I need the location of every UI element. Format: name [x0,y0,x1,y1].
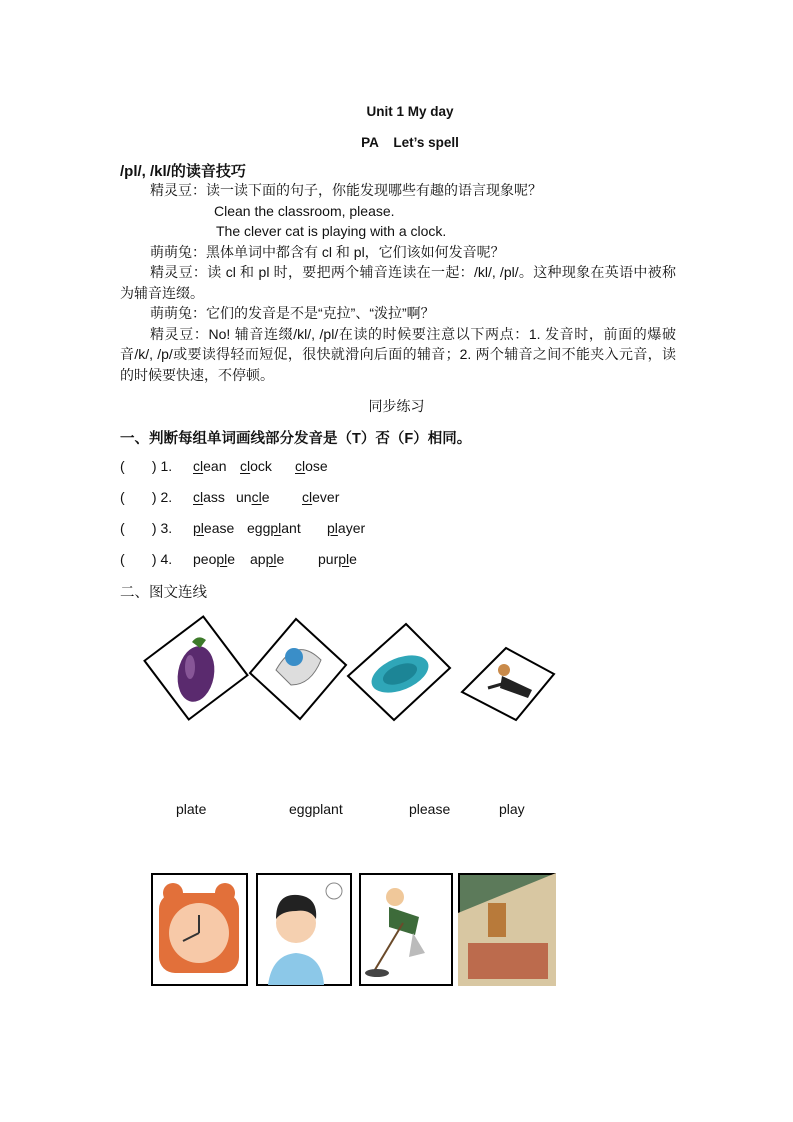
word-part: e [261,489,270,505]
word-part: ap [250,551,266,567]
dialogue-line: 萌萌兔：它们的发音是不是“克拉”、“泼拉”啊？ [150,305,435,321]
example-sentence: Clean the classroom, please. [214,202,395,219]
word-part: ean [203,458,227,474]
exercise-item-label[interactable]: ( ) 1. [120,458,173,474]
word-part: ayer [337,520,366,536]
underlined-letters: pl [193,520,204,536]
underlined-letters: cl [240,458,251,474]
underlined-letters: cl [302,489,313,505]
alarm-clock-picture [151,873,248,986]
underlined-letters: pl [265,551,277,567]
word-part: e [349,551,357,567]
exercise-word [295,458,328,474]
dialogue-line: 精灵豆：No! 辅音连缀/kl/, /pl/在读的时候要注意以下两点：1. 发音时，前面的爆破音/k/, /p/或要读得轻而短促，很快就滑向后面的辅音；2. 两个辅音之间不能夹入元音，读的时候要快速，不停顿。 [120,325,676,383]
word-part: e [227,551,236,567]
word-part: ease [203,520,235,536]
underlined-letters: pl [270,520,282,536]
underlined-letters: cl [193,458,204,474]
match-word: play [499,801,525,817]
lesson-subtitle: PA Let’s spell [361,135,459,150]
exercise-word [302,489,339,505]
dialogue-line: 精灵豆：读 cl 和 pl 时，要把两个辅音连读在一起：/kl/, /pl/。这种现象在英语中被称为辅音连缀。 [120,264,676,301]
exercise-word [250,551,284,567]
exercise-word [318,551,357,567]
exercise-item-label[interactable]: ( ) 3. [120,520,173,536]
waiter-picture [458,644,558,724]
word-part: ock [250,458,272,474]
practice-heading: 同步练习 [368,398,425,414]
match-word: please [409,801,451,817]
exercise-word [247,520,301,536]
exercise-item-label[interactable]: ( ) 4. [120,551,173,567]
exercise2-heading: 二、图文连线 [120,585,207,601]
underlined-letters: pl [216,551,228,567]
underlined-letters: cl [295,458,306,474]
exercise1-heading: 一、判断每组单词画线部分发音是（T）否（F）相同。 [120,431,472,447]
exercise-word [327,520,365,536]
exercise-word [193,520,234,536]
boy-idea-picture [256,873,352,986]
section-heading: /pl/, /kl/的读音技巧 [120,163,246,180]
dialogue-block [120,180,676,385]
eggplant-picture [140,612,252,724]
word-part: pur [318,551,339,567]
dialogue-line: 精灵豆：读一读下面的句子，你能发现哪些有趣的语言现象呢？ [150,182,542,198]
word-part: e [276,551,285,567]
exercise-item-label[interactable]: ( ) 2. [120,489,173,505]
girl-mopping-picture [359,873,453,986]
word-part: ass [203,489,225,505]
word-part: ant [281,520,301,536]
word-part: ever [312,489,340,505]
exercise-word [240,458,272,474]
plate-picture [344,620,454,724]
classroom-picture [458,873,556,986]
exercise-word [193,551,235,567]
cartoon-picture [246,615,350,723]
word-part: ose [305,458,328,474]
underlined-letters: cl [251,489,262,505]
word-part: egg [247,520,271,536]
exercise-word [193,489,225,505]
example-sentence: The clever cat is playing with a clock. [216,223,447,239]
unit-title: Unit 1 My day [366,104,454,119]
underlined-letters: pl [338,551,350,567]
word-part: peo [193,551,217,567]
dialogue-line: 萌萌兔：黑体单词中都含有 cl 和 pl，它们该如何发音呢？ [150,243,505,260]
word-part: un [236,489,252,505]
underlined-letters: cl [193,489,204,505]
match-word: plate [176,801,207,817]
match-word: eggplant [289,801,343,817]
exercise-word [236,489,270,505]
exercise-word [193,458,226,474]
underlined-letters: pl [327,520,338,536]
